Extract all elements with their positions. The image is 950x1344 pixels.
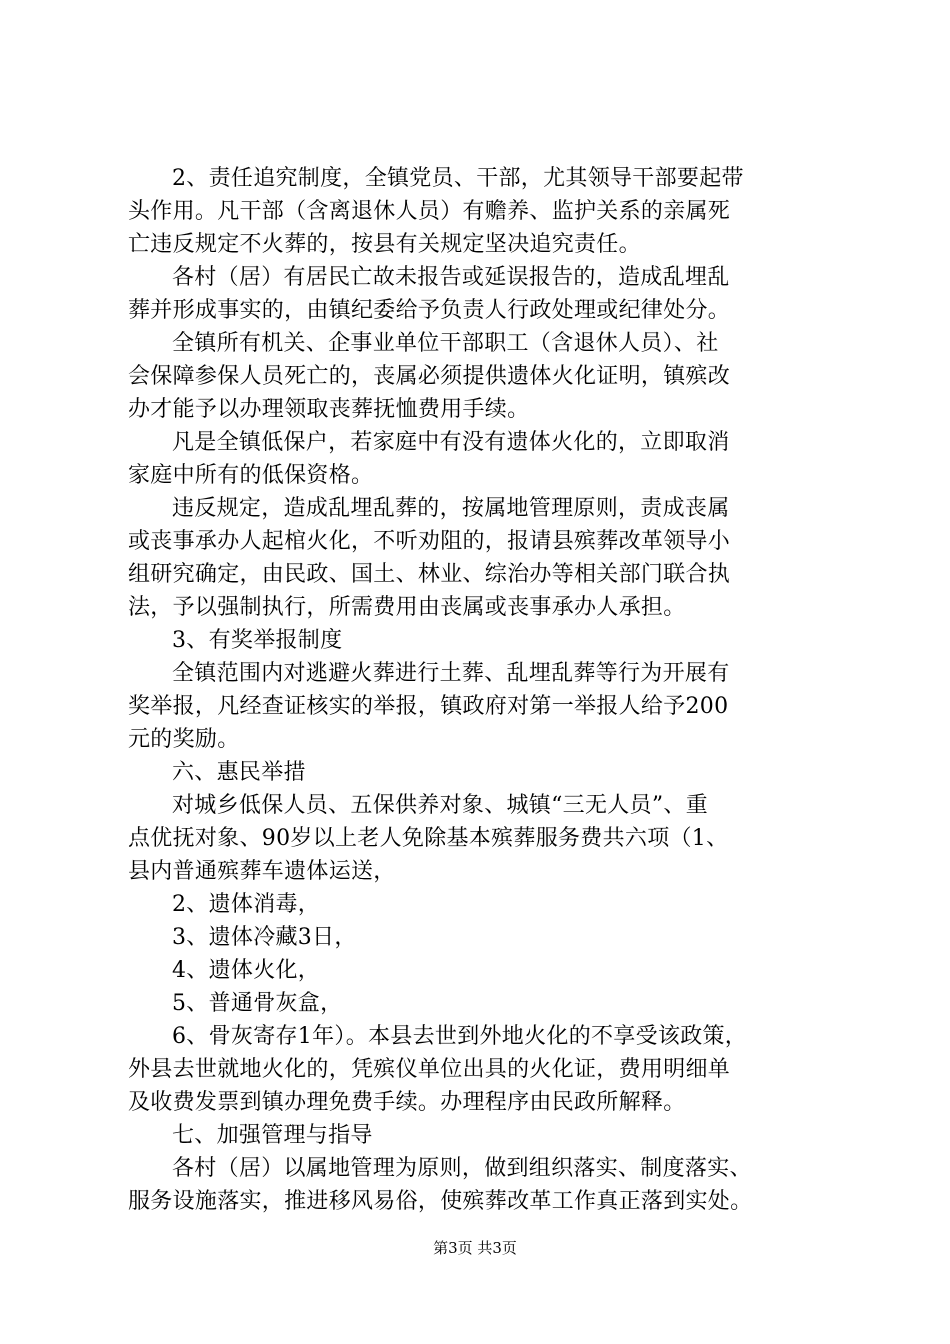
text-line: 法，予以强制执行，所需费用由丧属或丧事承办人承担。 [128, 595, 686, 620]
text-line: 3、有奖举报制度 [172, 628, 343, 653]
text-line: 2、遗体消毒， [172, 892, 321, 917]
text-line: 及收费发票到镇办理免费手续。办理程序由民政所解释。 [128, 1090, 686, 1115]
text-line: 亡违反规定不火葬的，按县有关规定坚决追究责任。 [128, 232, 641, 257]
text-line: 4、遗体火化， [172, 958, 321, 983]
text-line: 会保障参保人员死亡的，丧属必须提供遗体火化证明，镇殡改 [128, 364, 731, 389]
text-line: 对城乡低保人员、五保供养对象、城镇“三无人员”、重 [172, 793, 708, 818]
text-line: 5、普通骨灰盒， [172, 991, 343, 1016]
text-line: 六、惠民举措 [172, 760, 306, 785]
text-line: 6、骨灰寄存1年）。本县去世到外地火化的不享受该政策， [172, 1024, 748, 1049]
text-line: 葬并形成事实的，由镇纪委给予负责人行政处理或纪律处分。 [128, 298, 731, 323]
text-line: 县内普通殡葬车遗体运送， [128, 859, 396, 884]
text-line: 外县去世就地火化的，凭殡仪单位出具的火化证，费用明细单 [128, 1057, 731, 1082]
text-line: 全镇范围内对逃避火葬进行土葬、乱埋乱葬等行为开展有 [172, 661, 730, 686]
text-line: 七、加强管理与指导 [172, 1123, 373, 1148]
text-line: 头作用。凡干部（含离退休人员）有赡养、监护关系的亲属死 [128, 199, 731, 224]
text-line: 家庭中所有的低保资格。 [128, 463, 374, 488]
document-body [128, 162, 833, 1218]
text-line: 元的奖励。 [128, 727, 240, 752]
text-line: 奖举报，凡经查证核实的举报，镇政府对第一举报人给予200 [128, 694, 729, 719]
text-line: 各村（居）有居民亡故未报告或延误报告的，造成乱埋乱 [172, 265, 730, 290]
text-line: 服务设施落实，推进移风易俗，使殡葬改革工作真正落到实处。 [128, 1189, 753, 1214]
text-line: 2、责任追究制度，全镇党员、干部，尤其领导干部要起带 [172, 166, 744, 191]
text-line: 凡是全镇低保户，若家庭中有没有遗体火化的，立即取消 [172, 430, 730, 455]
text-line: 或丧事承办人起棺火化，不听劝阻的，报请县殡葬改革领导小 [128, 529, 731, 554]
page-footer: 第3页 共3页 [433, 1239, 517, 1257]
text-line: 违反规定，造成乱埋乱葬的，按属地管理原则，责成丧属 [172, 496, 730, 521]
text-line: 全镇所有机关、企事业单位干部职工（含退休人员）、社 [172, 331, 719, 356]
text-line: 办才能予以办理领取丧葬抚恤费用手续。 [128, 397, 530, 422]
text-line: 3、遗体冷藏3日， [172, 925, 357, 950]
text-line: 点优抚对象、90岁以上老人免除基本殡葬服务费共六项（1、 [128, 826, 729, 851]
text-line: 组研究确定，由民政、国土、林业、综治办等相关部门联合执 [128, 562, 731, 587]
text-line: 各村（居）以属地管理为原则，做到组织落实、制度落实、 [172, 1156, 752, 1181]
